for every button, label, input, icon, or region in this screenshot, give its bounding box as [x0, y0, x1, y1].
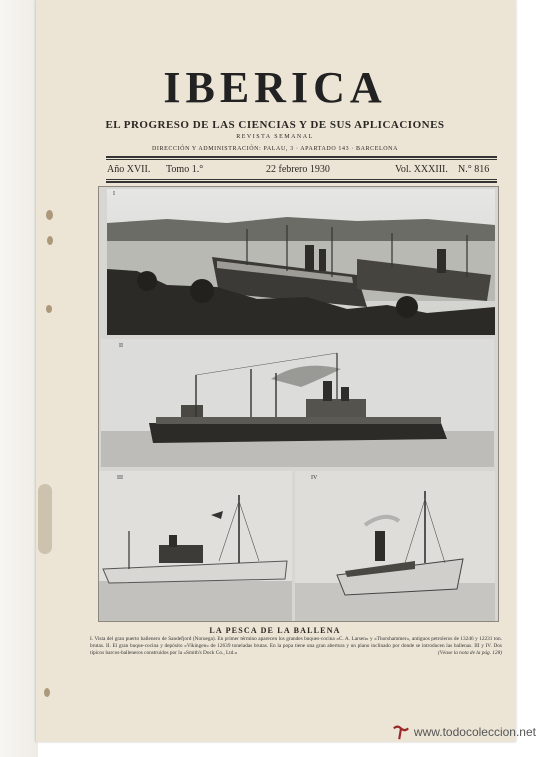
photo-plate — [98, 186, 499, 622]
issue-number: N.° 816 — [458, 164, 490, 175]
issue-year: Año XVII. — [107, 164, 151, 175]
photo-label-3: III — [117, 475, 123, 481]
photo-label-1: I — [113, 191, 115, 197]
revista-label: REVISTA SEMANAL — [236, 134, 314, 140]
issue-date: 22 febrero 1930 — [266, 164, 330, 175]
caption-text: I. Vista del gran puerto ballenero de Sandefjord (Noruega). En primer término aparecen los grandes buques-cocina «C. A. Larsen» y «Thorshammer», antiguos petroleros de 13246 y 12231 ton. brutas. II. El gran buque-cocina y depósito «Vikingen» de 12639 toneladas brutas. En la popa tiene una gran abertura y un plano inclinado por donde se introducen las ballenas. III y IV. Dos típicos barcos-balleneros construidos por la «Smith's Dock Co., Ltd.» — [90, 636, 502, 656]
caption-note: (Véase la nota de la pág. 128) — [438, 650, 502, 656]
issue-volume: Vol. XXXIII. — [395, 164, 448, 175]
caption-body — [90, 636, 502, 657]
photo-factory-ship — [101, 339, 494, 467]
photo-whaler-4 — [295, 471, 495, 621]
caption-title: LA PESCA DE LA BALLENA — [209, 626, 341, 635]
photo-label-4: IV — [311, 475, 318, 481]
paper-stain — [46, 210, 53, 220]
magazine-subtitle: EL PROGRESO DE LAS CIENCIAS Y DE SUS APLICACIONES — [105, 119, 445, 131]
background-strip — [0, 0, 38, 757]
paper-stain — [38, 484, 52, 554]
header-rule-bottom — [106, 179, 497, 180]
header-rule-top-thin — [106, 159, 497, 160]
header-rule-bottom-thick — [106, 181, 497, 183]
issue-tomo: Tomo 1.° — [166, 164, 204, 175]
photo-harbor — [107, 189, 495, 335]
paper-stain — [46, 305, 52, 313]
watermark-logo-icon — [392, 723, 410, 741]
paper-stain — [44, 688, 50, 697]
watermark[interactable] — [392, 723, 536, 741]
paper-stain — [47, 236, 53, 245]
header-rule-top — [106, 156, 497, 158]
address-line: DIRECCIÓN Y ADMINISTRACIÓN: PALAU, 3 · APARTADO 143 · BARCELONA — [151, 146, 399, 152]
magazine-title: IBERICA — [163, 63, 387, 112]
watermark-text: www.todocoleccion.net — [413, 725, 536, 739]
photo-whaler-3 — [99, 471, 292, 621]
photo-label-2: II — [119, 343, 123, 349]
